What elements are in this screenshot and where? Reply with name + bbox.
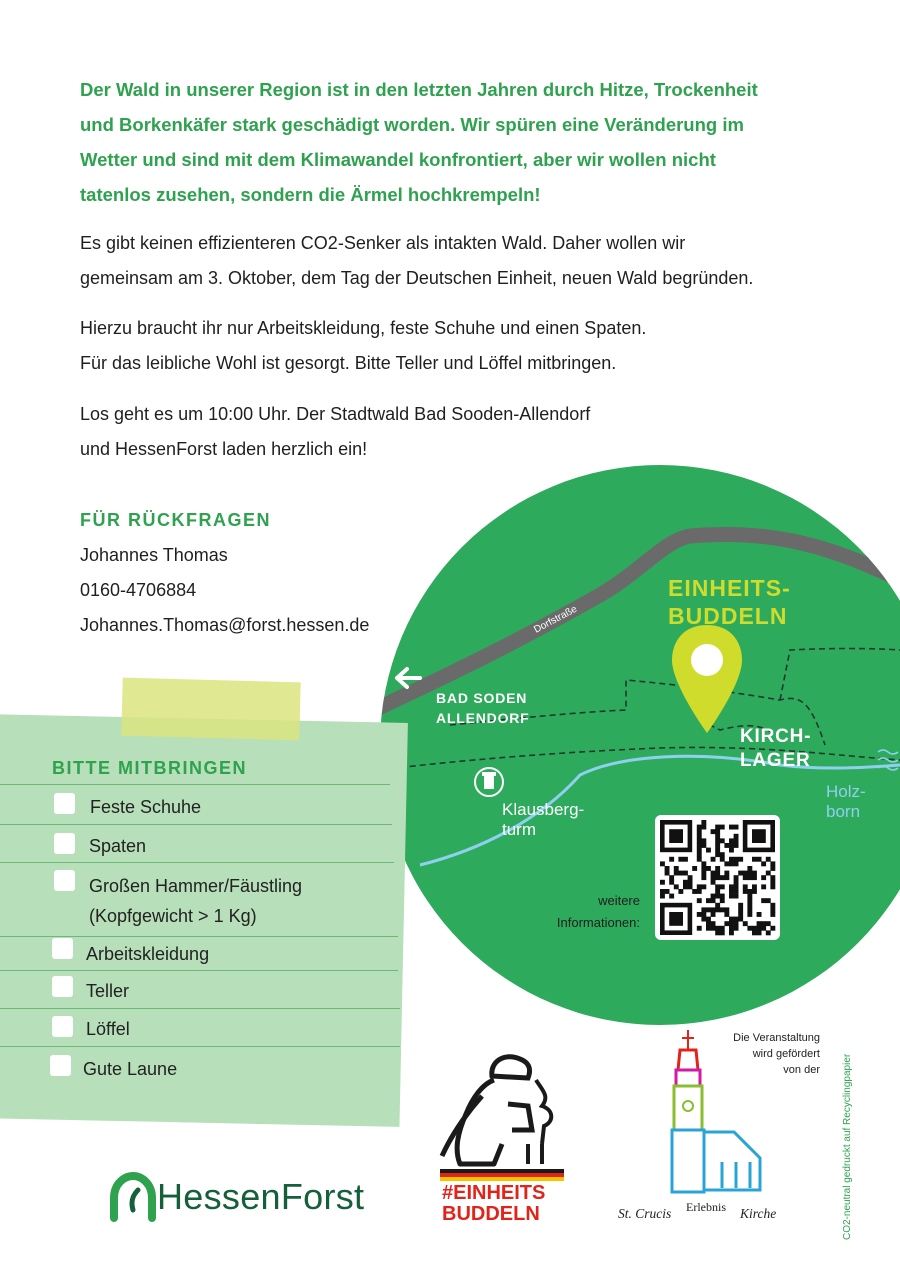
map-title-line: EINHEITS- xyxy=(668,575,791,601)
map-title xyxy=(668,574,791,630)
kirchlager-line: KIRCH- xyxy=(740,726,812,747)
list-item: Arbeitskleidung xyxy=(86,944,210,964)
intro-line: tatenlos zusehen, sondern die Ärmel hochkrempeln! xyxy=(80,184,541,205)
intro-line: Der Wald in unserer Region ist in den letzten Jahren durch Hitze, Trockenheit xyxy=(80,79,758,100)
funding-line: Die Veranstaltung xyxy=(733,1032,820,1044)
checkbox[interactable] xyxy=(50,1055,71,1076)
church-name-right: Kirche xyxy=(740,1206,777,1221)
paragraph-line: gemeinsam am 3. Oktober, dem Tag der Deutschen Einheit, neuen Wald begründen. xyxy=(80,268,754,288)
kirchlager-label xyxy=(740,725,811,773)
checkbox[interactable] xyxy=(54,793,75,814)
more-info-line: Informationen: xyxy=(556,915,640,930)
klausbergturm-label xyxy=(502,800,584,840)
holzborn-line: Holz- xyxy=(826,782,866,801)
checkbox[interactable] xyxy=(52,938,73,959)
funding-note xyxy=(700,1030,820,1078)
more-info-label xyxy=(500,890,640,934)
town-label-line: BAD SODEN xyxy=(436,690,528,706)
buddeln-logo-line1: #EINHEITS xyxy=(442,1182,546,1204)
list-divider xyxy=(0,936,398,937)
checklist-heading: BITTE MITBRINGEN xyxy=(52,758,247,778)
buddeln-logo-line2: BUDDELN xyxy=(442,1203,540,1224)
contact-heading: FÜR RÜCKFRAGEN xyxy=(80,510,271,530)
list-divider xyxy=(0,862,394,863)
town-label xyxy=(436,688,530,728)
contact-name: Johannes Thomas xyxy=(80,545,228,565)
klausbergturm-line: Klausberg- xyxy=(502,800,585,819)
klausbergturm-line: turm xyxy=(502,820,536,839)
paragraph-line: Für das leibliche Wohl ist gesorgt. Bitte Teller und Löffel mitbringen. xyxy=(80,353,617,373)
paragraph-line: Es gibt keinen effizienteren CO2-Senker als intakten Wald. Daher wollen wir xyxy=(80,233,686,253)
list-item: Gute Laune xyxy=(83,1059,178,1079)
town-label-line: ALLENDORF xyxy=(436,710,530,726)
list-divider xyxy=(0,1046,400,1047)
church-name-left: St. Crucis xyxy=(618,1206,672,1221)
intro-line: und Borkenkäfer stark geschädigt worden. Wir spüren eine Veränderung im xyxy=(80,114,744,135)
list-divider xyxy=(0,1008,400,1009)
checkbox[interactable] xyxy=(54,833,75,854)
paragraph-line: Los geht es um 10:00 Uhr. Der Stadtwald Bad Sooden-Allendorf xyxy=(80,404,591,424)
recycling-note: CO2-neutral gedruckt auf Recyclingpapier xyxy=(842,1053,853,1240)
tape-strip xyxy=(121,678,300,741)
list-item: Großen Hammer/Fäustling xyxy=(89,876,303,896)
funding-line: wird gefördert xyxy=(752,1048,820,1060)
checkbox[interactable] xyxy=(52,976,73,997)
paragraph-line: und HessenForst laden herzlich ein! xyxy=(80,439,368,459)
hessenforst-logo-icon xyxy=(108,1170,158,1222)
church-name-middle: Erlebnis xyxy=(686,1200,726,1214)
intro-line: Wetter und sind mit dem Klimawandel konfrontiert, aber wir wollen nicht xyxy=(80,149,716,170)
map-title-line: BUDDELN xyxy=(668,603,788,629)
holzborn-line: born xyxy=(826,802,861,821)
funding-line: von der xyxy=(783,1064,820,1076)
list-item: Löffel xyxy=(86,1019,130,1039)
hessenforst-logo-text: HessenForst xyxy=(157,1176,365,1217)
list-item: Feste Schuhe xyxy=(90,797,202,817)
checkbox[interactable] xyxy=(52,1016,73,1037)
list-item: (Kopfgewicht > 1 Kg) xyxy=(89,906,257,926)
list-item: Spaten xyxy=(89,836,147,856)
street-label: Dorfstraße xyxy=(532,603,580,636)
checkbox[interactable] xyxy=(54,870,75,891)
list-divider xyxy=(0,784,390,785)
qr-code[interactable] xyxy=(655,815,780,940)
holzborn-label xyxy=(826,782,866,822)
contact-email[interactable]: Johannes.Thomas@forst.hessen.de xyxy=(80,615,370,635)
einheitsbuddeln-logo xyxy=(432,1044,572,1224)
list-item: Teller xyxy=(86,981,130,1001)
list-divider xyxy=(0,824,392,825)
more-info-line: weitere xyxy=(598,893,640,908)
list-divider xyxy=(0,970,398,971)
paragraph-line: Hierzu braucht ihr nur Arbeitskleidung, feste Schuhe und einen Spaten. xyxy=(80,318,647,338)
kirchlager-line: LAGER xyxy=(740,750,811,771)
contact-phone[interactable]: 0160-4706884 xyxy=(80,580,197,600)
